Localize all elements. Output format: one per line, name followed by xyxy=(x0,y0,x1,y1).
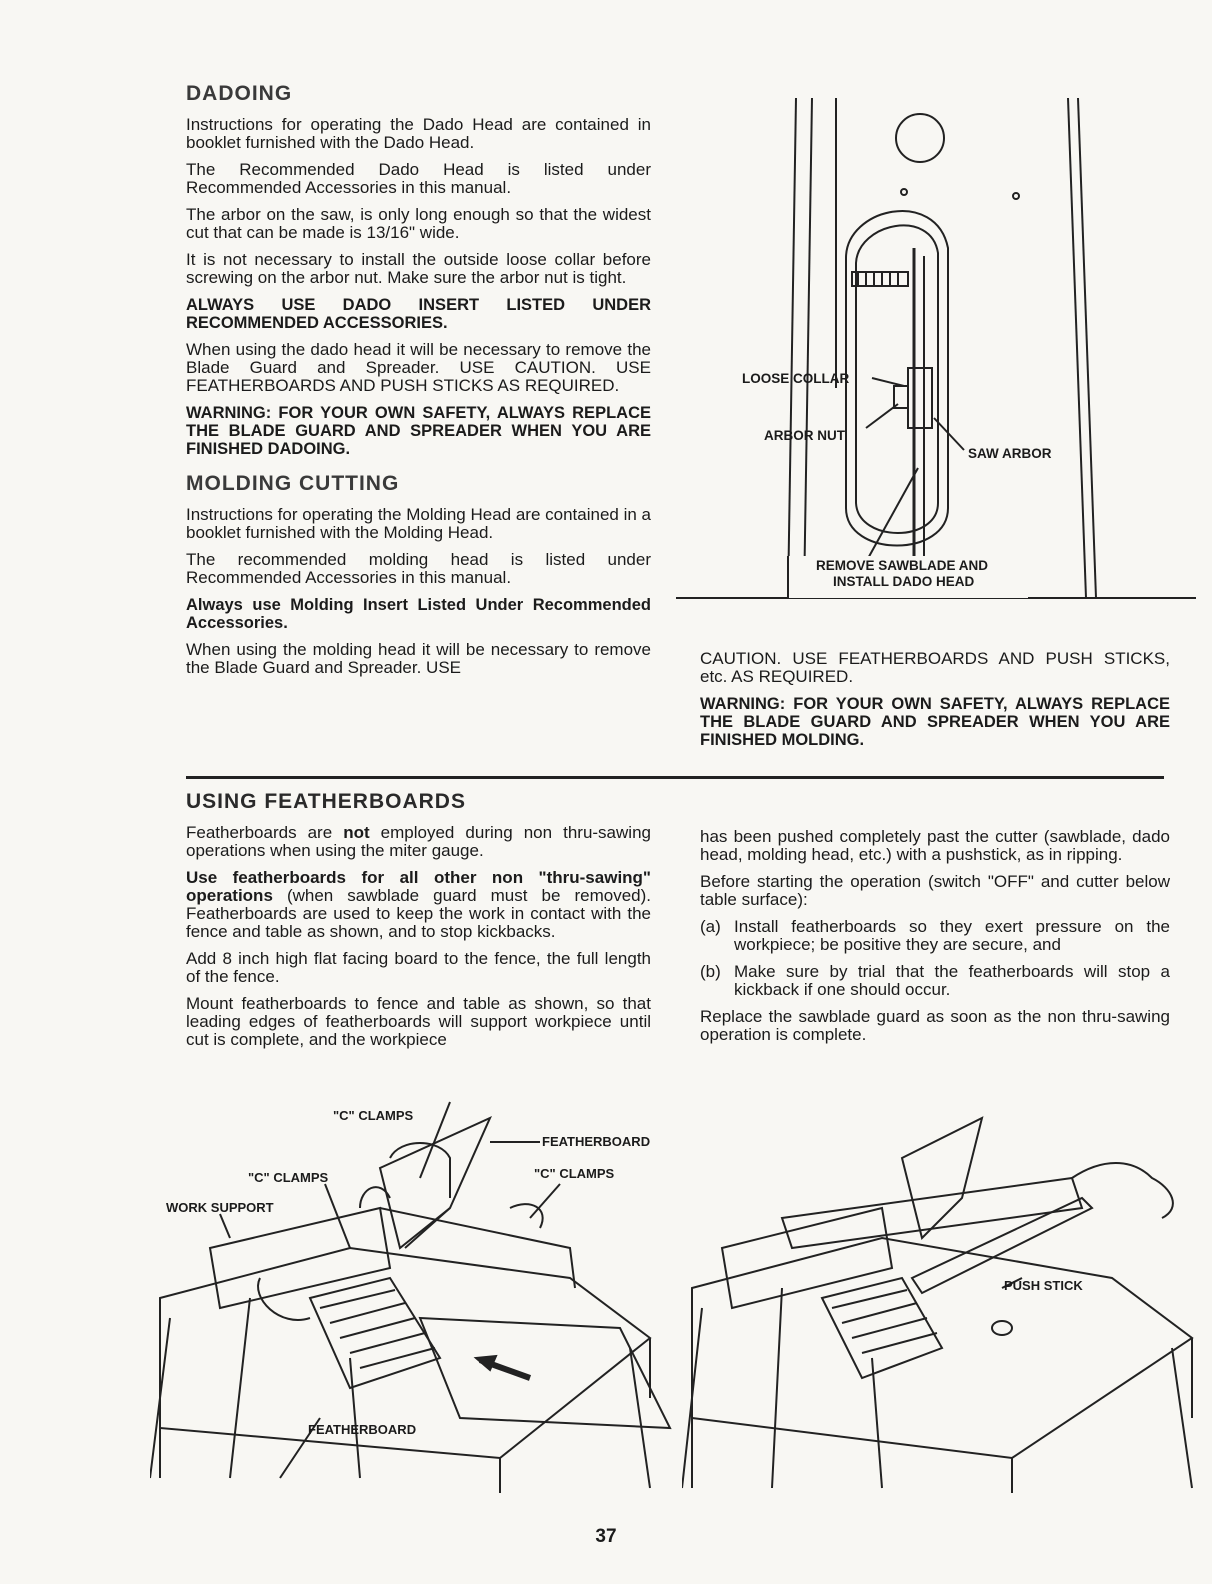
remove-sawblade-label: REMOVE SAWBLADE AND xyxy=(816,558,989,573)
c-clamps-right-label: "C" CLAMPS xyxy=(534,1166,615,1181)
featherboards-paragraph-r3: Replace the sawblade guard as soon as the non thru-sawing operation is complete. xyxy=(700,1007,1170,1044)
featherboard-top-label: FEATHERBOARD xyxy=(542,1134,651,1149)
c-clamp-left xyxy=(258,1278,310,1320)
right-post-line xyxy=(1068,98,1086,598)
arbor-nut-label: ARBOR NUT xyxy=(764,428,845,443)
text-run: Featherboards are xyxy=(186,823,344,842)
fence xyxy=(210,1208,390,1308)
left-top-column xyxy=(186,82,651,686)
featherboard-setup-diagram xyxy=(150,1098,680,1498)
hole-circle xyxy=(896,114,944,162)
install-dado-head-label: INSTALL DADO HEAD xyxy=(833,574,975,589)
list-text: Install featherboards so they exert pressure on the workpiece; be positive they are secure, and xyxy=(734,917,1170,954)
featherboard-bottom-label: FEATHERBOARD xyxy=(308,1422,417,1437)
dadoing-warning: WARNING: FOR YOUR OWN SAFETY, ALWAYS REPLACE THE BLADE GUARD AND SPREADER WHEN YOU ARE FINISHED DADOING. xyxy=(186,404,651,458)
arbor-shaft xyxy=(852,272,908,286)
molding-paragraph-2: The recommended molding head is listed under Recommended Accessories in this manual. xyxy=(186,550,651,587)
c-clamps-left-label: "C" CLAMPS xyxy=(248,1170,329,1185)
c-clamp-right xyxy=(510,1204,543,1228)
loose-collar-label: LOOSE COLLAR xyxy=(742,371,850,386)
c-clamps-top-label: "C" CLAMPS xyxy=(333,1108,414,1123)
text-run: (when sawblade guard must be removed). Featherboards are used to keep the work in contact with the fence and table as shown, and to stop kickbacks. xyxy=(186,886,651,941)
workpiece xyxy=(420,1318,670,1428)
featherboard-vertical xyxy=(902,1118,982,1238)
section-divider xyxy=(186,776,1164,779)
molding-heading: MOLDING CUTTING xyxy=(186,472,400,495)
page-number: 37 xyxy=(595,1526,617,1547)
featherboards-paragraph-r2: Before starting the operation (switch "OFF" and cutter below table surface): xyxy=(700,872,1170,909)
text-run-bold: not xyxy=(343,823,370,842)
dadoing-paragraph-4: It is not necessary to install the outside loose collar before screwing on the arbor nut. Make sure the arbor nut is tight. xyxy=(186,250,651,287)
featherboards-paragraph-2 xyxy=(186,869,651,941)
left-post-line-2 xyxy=(804,98,812,598)
featherboards-paragraph-3: Add 8 inch high flat facing board to the fence, the full length of the fence. xyxy=(186,949,651,986)
dadoing-paragraph-3: The arbor on the saw, is only long enough so that the widest cut that can be made is 13/16" wide. xyxy=(186,205,651,242)
push-stick-label: PUSH STICK xyxy=(1004,1278,1083,1293)
list-item-b xyxy=(700,963,1170,999)
saw-arbor-label: SAW ARBOR xyxy=(968,446,1052,461)
molding-paragraph-4: When using the molding head it will be necessary to remove the Blade Guard and Spreader. USE xyxy=(186,640,651,677)
dadoing-heading: DADOING xyxy=(186,82,293,105)
dadoing-paragraph-6: When using the dado head it will be necessary to remove the Blade Guard and Spreader. USE CAUTION. USE FEATHERBOARDS AND PUSH STICKS AS REQUIRED. xyxy=(186,340,651,395)
dadoing-paragraph-2: The Recommended Dado Head is listed under Recommended Accessories in this manual. xyxy=(186,160,651,197)
left-bottom-column xyxy=(186,790,651,1058)
workpiece xyxy=(782,1178,1082,1248)
left-post-line xyxy=(788,98,796,598)
featherboards-heading: USING FEATHERBOARDS xyxy=(186,790,466,813)
text-run-bold: Use featherboards for all other non "thru-sawing" operations xyxy=(186,868,651,905)
list-item-a xyxy=(700,918,1170,954)
molding-warning: WARNING: FOR YOUR OWN SAFETY, ALWAYS REPLACE THE BLADE GUARD AND SPREADER WHEN YOU ARE FINISHED MOLDING. xyxy=(700,695,1170,749)
right-top-column xyxy=(700,650,1170,758)
list-text: Make sure by trial that the featherboards will stop a kickback if one should occur. xyxy=(734,962,1170,999)
featherboards-paragraph-1 xyxy=(186,824,651,860)
featherboards-paragraph-4: Mount featherboards to fence and table as shown, so that leading edges of featherboards will support workpiece until cut is complete, and the workpiece xyxy=(186,994,651,1049)
dado-head-diagram xyxy=(676,88,1196,608)
work-support-label: WORK SUPPORT xyxy=(166,1200,274,1215)
push-stick-diagram xyxy=(682,1098,1206,1498)
molding-insert-notice: Always use Molding Insert Listed Under Recommended Accessories. xyxy=(186,596,651,632)
insert-hole xyxy=(992,1321,1012,1335)
c-clamp-bottom xyxy=(350,1358,360,1478)
right-bottom-column xyxy=(700,828,1170,1053)
dadoing-paragraph-1: Instructions for operating the Dado Head are contained in booklet furnished with the Dado Head. xyxy=(186,115,651,152)
molding-paragraph-1: Instructions for operating the Molding Head are contained in a booklet furnished with the Molding Head. xyxy=(186,505,651,542)
c-clamp-bottom xyxy=(872,1358,882,1488)
c-clamp-top xyxy=(390,1143,450,1198)
dadoing-insert-notice: ALWAYS USE DADO INSERT LISTED UNDER RECOMMENDED ACCESSORIES. xyxy=(186,296,651,332)
list-label: (a) xyxy=(700,917,721,936)
featherboards-paragraph-r1: has been pushed completely past the cutter (sawblade, dado head, molding head, etc.) with a pushstick, as in ripping. xyxy=(700,827,1170,864)
text-run: employed during non thru-sawing operations when using the miter gauge. xyxy=(186,823,651,860)
molding-paragraph-5: CAUTION. USE FEATHERBOARDS AND PUSH STICKS, etc. AS REQUIRED. xyxy=(700,649,1170,686)
list-label: (b) xyxy=(700,962,721,981)
